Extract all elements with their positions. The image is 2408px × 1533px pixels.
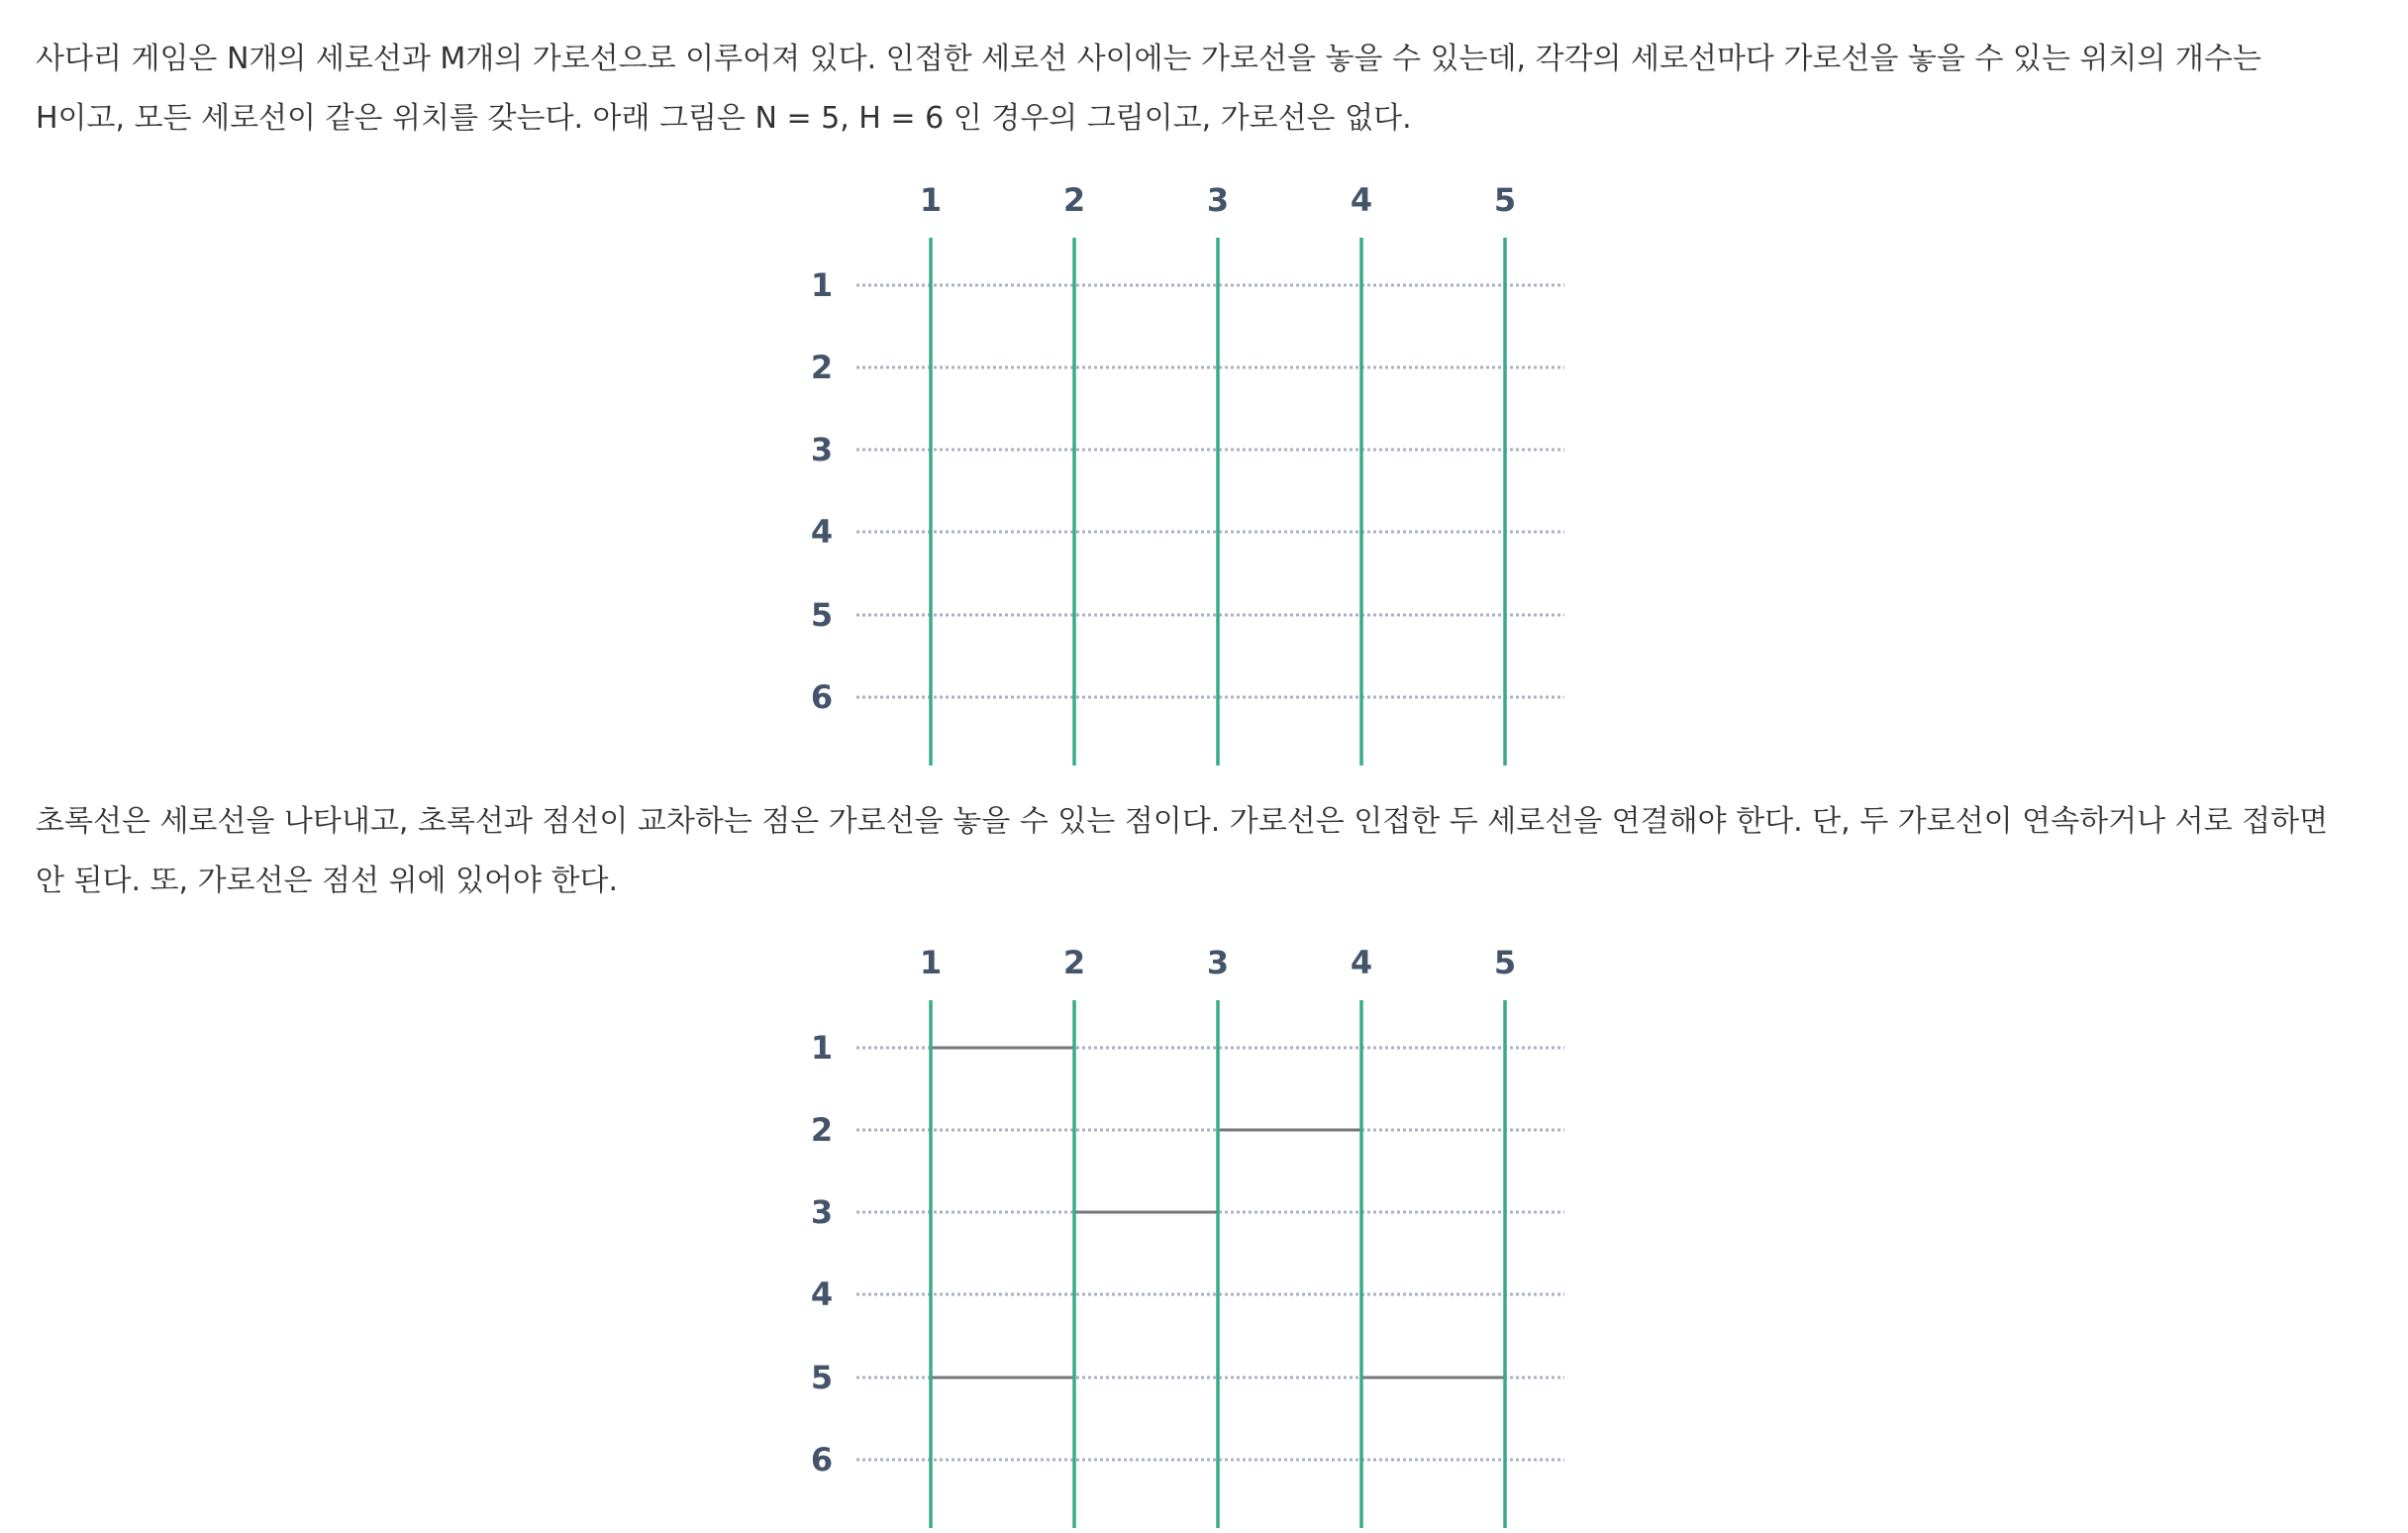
column-label: 2 [1062, 181, 1086, 219]
problem-paragraph-2: 초록선은 세로선을 나타내고, 초록선과 점선이 교차하는 점은 가로선을 놓을 수 있는 점이다. 가로선은 인접한 두 세로선을 연결해야 한다. 단, 두 가로선이 연속하거나 서로 접하면 안 된다. 또, 가로선은 점선 위에 있어야 한다. [36, 804, 2329, 898]
row-label: 4 [810, 1276, 834, 1313]
row-label: 1 [810, 1029, 834, 1067]
problem-paragraph-1: 사다리 게임은 N개의 세로선과 M개의 가로선으로 이루어져 있다. 인접한 세로선 사이에는 가로선을 놓을 수 있는데, 각각의 세로선마다 가로선을 놓을 수 있는 위치의 개수는 H이고, 모든 세로선이 같은 위치를 갖는다. 아래 그림은 N = 5, H = 6 인 경우의 그림이고, 가로선은 없다. [36, 42, 2261, 136]
column-label: 1 [919, 181, 943, 219]
column-label: 5 [1493, 944, 1517, 981]
ladder-figure-empty [772, 153, 1604, 767]
row-label: 5 [810, 596, 834, 634]
row-label: 3 [810, 1193, 834, 1231]
row-label: 5 [810, 1359, 834, 1396]
row-label: 6 [810, 1441, 834, 1479]
column-label: 4 [1350, 181, 1373, 219]
column-label: 4 [1350, 944, 1373, 981]
column-label: 1 [919, 944, 943, 981]
row-label: 4 [810, 513, 834, 551]
row-label: 2 [810, 349, 834, 386]
row-label: 2 [810, 1111, 834, 1149]
column-label: 5 [1493, 181, 1517, 219]
row-label: 6 [810, 678, 834, 716]
column-label: 3 [1206, 181, 1230, 219]
row-label: 3 [810, 431, 834, 468]
column-label: 2 [1062, 944, 1086, 981]
column-label: 3 [1206, 944, 1230, 981]
row-label: 1 [810, 266, 834, 304]
ladder-figure-with-rungs [772, 916, 1604, 1530]
